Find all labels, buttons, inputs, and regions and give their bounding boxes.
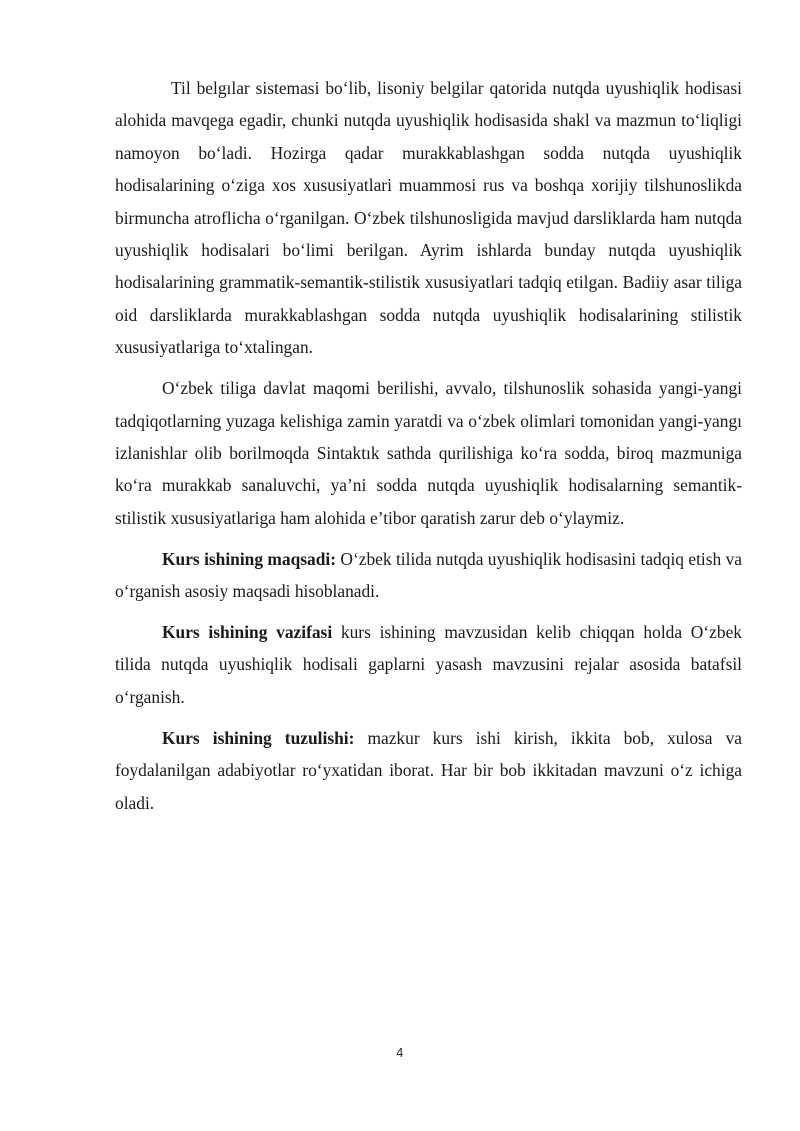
paragraph-task bbox=[115, 616, 742, 713]
structure-text: mazkur kurs ishi kirish, ikkita bob, xulosa va foydalanilgan adabiyotlar ro‘yxatidan iborat. Har bir bob ikkitadan mavzuni o‘z ichiga oladi. bbox=[115, 727, 742, 813]
paragraph-structure bbox=[115, 722, 742, 819]
page-number: 4 bbox=[396, 1046, 404, 1060]
paragraph-text: Til belgılar sistemasi bo‘lib, lisoniy belgilar qatorida nutqda uyushiqlik hodisasi alohida mavqega egadir, chunki nutqda uyushiqlik hodisasida shakl va mazmun to‘liqligi namoyon bo‘ladi. Hozirga qadar murakkablashgan sodda nutqda uyushiqlik hodisalarining o‘ziga xos xususiyatlari muammosi rus va boshqa xorijiy tilshunoslikda birmuncha atroflicha o‘rganilgan. O‘zbek tilshunosligida mavjud darsliklarda ham nutqda uyushiqlik hodisalari bo‘limi berilgan. Ayrim ishlarda bunday nutqda uyushiqlik hodisalarining grammatik-semantik-stilistik xususiyatlari tadqiq etilgan. Badiiy asar tiliga oid darsliklarda murakkablashgan sodda nutqda uyushiqlik hodisalarining stilistik xususiyatlariga to‘xtalingan. bbox=[115, 78, 742, 358]
task-text: kurs ishining mavzusidan kelib chiqqan holda O‘zbek tilida nutqda uyushiqlik hodisali gaplarni yasash mavzusini rejalar asosida batafsil o‘rganish. bbox=[115, 622, 742, 707]
paragraph-state-language bbox=[115, 372, 742, 534]
paragraph-introduction bbox=[115, 72, 742, 364]
paragraph-goal bbox=[115, 543, 742, 608]
task-heading: Kurs ishining vazifasi bbox=[162, 622, 333, 642]
goal-text: O‘zbek tilida nutqda uyushiqlik hodisasini tadqiq etish va o‘rganish asosiy maqsadi hisoblanadi. bbox=[115, 548, 742, 602]
goal-heading: Kurs ishining maqsadi: bbox=[162, 548, 337, 569]
body-text bbox=[115, 72, 742, 819]
paragraph-text: O‘zbek tiliga davlat maqomi berilishi, avvalo, tilshunoslik sohasida yangi-yangi tadqiqotlarning yuzaga kelishiga zamin yaratdi va o‘zbek olimlari tomonidan yangi-yangı izlanishlar olib borilmoqda Sintaktık sathda qurilishiga ko‘ra sodda, biroq mazmuniga ko‘ra murakkab sanaluvchi, ya’ni sodda nutqda uyushiqlik hodisalarning semantik-stilistik xususiyatlariga ham alohida e’tibor qaratish zarur deb o‘ylaymiz. bbox=[115, 378, 742, 528]
structure-heading: Kurs ishining tuzulishi: bbox=[162, 727, 355, 748]
